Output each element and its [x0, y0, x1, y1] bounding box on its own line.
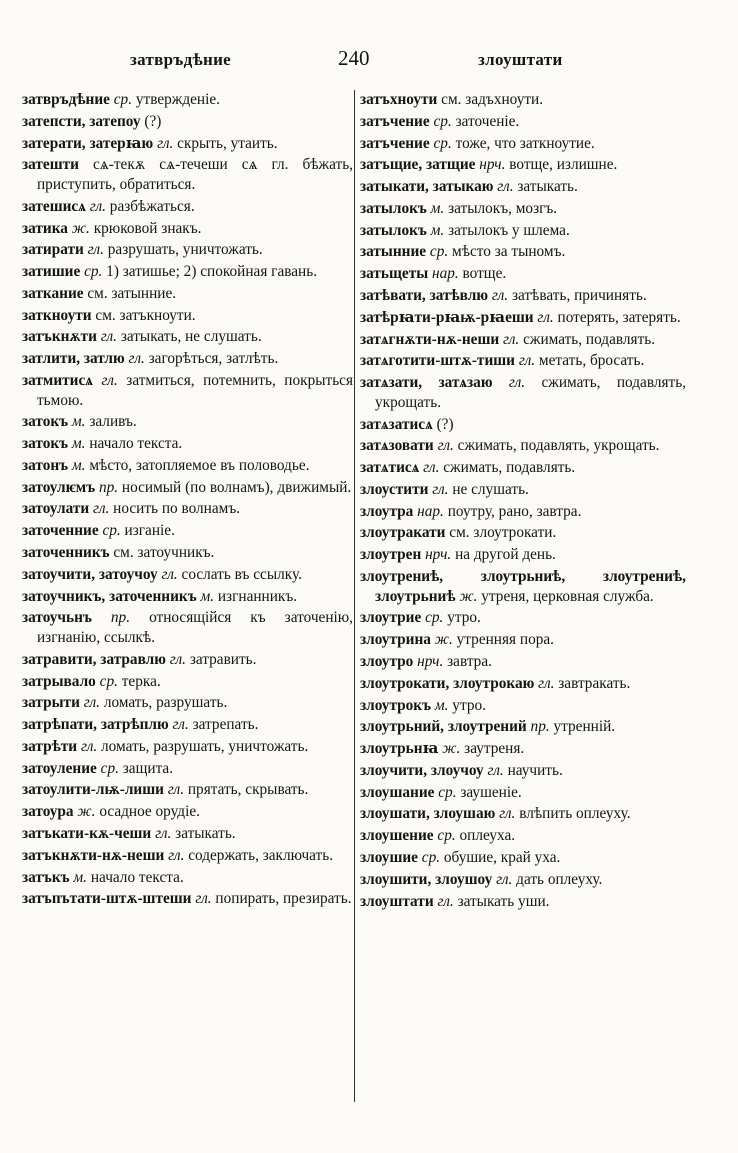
- entry-headword: затъпътати-штѫ-штеши: [22, 890, 192, 908]
- dictionary-entry: [360, 264, 686, 284]
- entry-grammar-label: гл.: [538, 674, 555, 692]
- dictionary-entry: [360, 330, 686, 350]
- entry-definition: метать, бросать.: [538, 352, 645, 370]
- entry-definition: вотще.: [462, 265, 507, 283]
- dictionary-entry: [360, 90, 686, 110]
- dictionary-entry: [22, 349, 353, 369]
- entry-definition: заутреня.: [464, 740, 525, 758]
- entry-definition: затѣвать, причинять.: [511, 287, 647, 305]
- entry-definition: заточеніе.: [455, 112, 520, 130]
- dictionary-entry: [360, 458, 686, 478]
- entry-grammar-label: пр.: [98, 478, 119, 496]
- entry-definition: крюковой знакъ.: [93, 219, 202, 237]
- entry-definition: сжимать, подавлять.: [523, 330, 656, 348]
- dictionary-entry: [360, 436, 686, 456]
- entry-definition: не слушать.: [452, 480, 529, 498]
- entry-definition: завтра.: [447, 652, 492, 670]
- entry-grammar-label: ср.: [437, 827, 456, 845]
- entry-headword: затоучьнъ: [22, 609, 92, 627]
- entry-grammar-label: ср.: [100, 759, 119, 777]
- entry-definition: относящійся къ заточенію, изгнанію, ссылкѣ.: [37, 609, 354, 646]
- entry-grammar-label: гл.: [423, 459, 440, 477]
- entry-definition: утренній.: [553, 718, 616, 736]
- page-number: 240: [338, 46, 370, 70]
- entry-headword: затоура: [22, 803, 74, 821]
- dictionary-entry: [22, 587, 353, 607]
- dictionary-entry: [360, 848, 686, 868]
- dictionary-entry: [22, 543, 353, 563]
- dictionary-entry: [22, 306, 353, 326]
- entry-grammar-label: м.: [430, 199, 445, 217]
- dictionary-entry: [22, 715, 353, 735]
- entry-grammar-label: нар.: [417, 502, 444, 520]
- entry-headword: злоутрен: [360, 546, 422, 564]
- entry-headword: злоутро: [360, 652, 414, 670]
- entry-headword: злоутрьний, злоутрений: [360, 718, 527, 736]
- column-divider: [354, 90, 355, 1102]
- entry-headword: затъхноути: [360, 91, 438, 108]
- dictionary-entry: [360, 567, 686, 606]
- entry-headword: затъкнѫти: [22, 328, 97, 346]
- dictionary-entry: [22, 240, 353, 260]
- entry-grammar-label: м.: [71, 413, 86, 431]
- entry-headword: затѣрꙗти-рꙗѭ-рꙗеши: [360, 308, 534, 326]
- entry-headword: затоулати: [22, 500, 90, 518]
- entry-headword: затѧзовати: [360, 437, 434, 455]
- entry-definition: ломать, разрушать, уничтожать.: [101, 737, 309, 755]
- entry-definition: загорѣться, затлѣть.: [148, 350, 279, 368]
- entry-headword: злоушение: [360, 827, 434, 845]
- header-left-word: затвръдѣние: [130, 50, 232, 69]
- entry-grammar-label: гл.: [503, 330, 520, 348]
- entry-headword: злоутрениѣ, злоутрьниѣ, злоутрениѣ, злоутрьниѣ: [360, 568, 686, 605]
- entry-definition: утреня, церковная служба.: [481, 587, 654, 605]
- dictionary-entry: [22, 759, 353, 779]
- entry-headword: затоучникъ, заточенникъ: [22, 587, 197, 605]
- dictionary-entry: [360, 199, 686, 219]
- entry-definition: утро.: [447, 609, 481, 627]
- entry-definition: мѣсто за тыномъ.: [452, 243, 566, 261]
- page-header: [22, 46, 700, 74]
- entry-grammar-label: м.: [434, 696, 449, 714]
- entry-definition: см. затынние.: [87, 284, 177, 302]
- entry-grammar-label: гл.: [437, 892, 454, 910]
- dictionary-entry: [22, 434, 353, 454]
- entry-headword: злоутрие: [360, 609, 422, 627]
- entry-grammar-label: гл.: [432, 480, 449, 498]
- entry-grammar-label: гл.: [89, 197, 106, 215]
- dictionary-entry: [360, 177, 686, 197]
- entry-headword: затрывало: [22, 672, 96, 690]
- entry-definition: мѣсто, затопляемое въ половодье.: [89, 456, 310, 474]
- entry-definition: заушеніе.: [460, 783, 522, 801]
- entry-grammar-label: гл.: [437, 437, 454, 455]
- dictionary-entry: [360, 373, 686, 412]
- dictionary-entry: [22, 134, 353, 154]
- entry-definition: ломать, разрушать.: [103, 694, 228, 712]
- entry-headword: затынние: [360, 243, 427, 261]
- dictionary-entry: [22, 197, 353, 217]
- entry-headword: злоутрьнꙗ: [360, 740, 439, 758]
- entry-headword: затрыти: [22, 694, 80, 712]
- entry-headword: затравити, затравлю: [22, 650, 166, 668]
- entry-headword: затонъ: [22, 456, 69, 474]
- entry-definition: сжимать, подавлять, укрощать.: [457, 437, 660, 455]
- entry-grammar-label: ср.: [425, 609, 444, 627]
- dictionary-entry: [22, 284, 353, 304]
- entry-grammar-label: пр.: [530, 718, 550, 736]
- entry-definition: дать оплеуху.: [516, 870, 603, 888]
- entry-definition: изгнанникъ.: [217, 587, 298, 605]
- dictionary-entry: [360, 739, 686, 759]
- entry-grammar-label: м.: [73, 868, 87, 886]
- entry-headword: затъкати-кѫ-чеши: [22, 825, 152, 842]
- dictionary-entry: [360, 696, 686, 716]
- entry-headword: затѧгнѫти-нѫ-неши: [360, 330, 500, 348]
- entry-definition: затыкать, не слушать.: [120, 328, 262, 346]
- entry-definition: защита.: [122, 759, 174, 777]
- entry-definition: обушие, край уха.: [443, 848, 561, 866]
- dictionary-entry: [360, 652, 686, 672]
- entry-definition: затылокъ у шлема.: [448, 221, 570, 239]
- dictionary-entry: [22, 846, 353, 866]
- dictionary-entry: [360, 415, 686, 435]
- entry-definition: на другой день.: [455, 546, 556, 564]
- entry-headword: затоулѥмъ: [22, 478, 96, 496]
- entry-headword: злоушати, злоушаю: [360, 805, 496, 823]
- entry-grammar-label: ср.: [433, 134, 452, 152]
- entry-definition: затылокъ, мозгъ.: [448, 199, 558, 217]
- entry-headword: злоутрокати, злоутрокаю: [360, 674, 535, 692]
- entry-headword: затокъ: [22, 413, 69, 431]
- entry-headword: затрѣти: [22, 737, 78, 755]
- dictionary-entry: [22, 565, 353, 585]
- entry-grammar-label: гл.: [508, 374, 526, 392]
- dictionary-entry: [360, 630, 686, 650]
- entry-grammar-label: ж.: [459, 587, 478, 605]
- entry-definition: см. затъкноути.: [95, 306, 196, 324]
- dictionary-entry: [360, 351, 686, 371]
- entry-headword: затылокъ: [360, 221, 427, 239]
- entry-grammar-label: гл.: [83, 694, 100, 712]
- entry-headword: злоутрина: [360, 631, 431, 649]
- entry-grammar-label: гл.: [497, 178, 514, 196]
- dictionary-entry: [22, 112, 353, 132]
- entry-headword: затика: [22, 219, 68, 237]
- entry-grammar-label: гл.: [496, 870, 513, 888]
- dictionary-entry: [360, 804, 686, 824]
- entry-headword: злоушание: [360, 783, 435, 801]
- entry-headword: затьщеты: [360, 265, 429, 283]
- entry-headword: злоутрокъ: [360, 696, 432, 714]
- dictionary-entry: [22, 608, 353, 647]
- entry-grammar-label: гл.: [93, 500, 110, 518]
- entry-headword: затвръдѣние: [22, 91, 110, 108]
- entry-grammar-label: м.: [430, 221, 445, 239]
- dictionary-entry: [360, 112, 686, 132]
- entry-headword: затъчение: [360, 134, 430, 152]
- entry-grammar-label: ср.: [433, 112, 452, 130]
- header-right-word: злоуштати: [478, 50, 563, 69]
- entry-grammar-label: гл.: [168, 846, 185, 864]
- dictionary-entry: [360, 242, 686, 262]
- entry-grammar-label: нрч.: [425, 546, 452, 564]
- entry-headword: затоулити-лѭ-лиши: [22, 781, 164, 799]
- entry-headword: затлити, затлю: [22, 350, 125, 368]
- entry-definition: (?): [144, 112, 162, 130]
- entry-grammar-label: гл.: [128, 350, 145, 368]
- entry-grammar-label: гл.: [518, 352, 536, 370]
- entry-headword: затокъ: [22, 435, 69, 453]
- entry-headword: затирати: [22, 241, 84, 259]
- entry-headword: затканиe: [22, 284, 84, 302]
- entry-headword: затъчение: [360, 112, 430, 130]
- dictionary-entry: [360, 134, 686, 154]
- entry-grammar-label: нрч.: [479, 156, 506, 174]
- entry-definition: тоже, что заткноутие.: [455, 134, 595, 152]
- entry-grammar-label: ж.: [434, 631, 453, 649]
- entry-definition: прятать, скрывать.: [187, 781, 309, 799]
- entry-grammar-label: гл.: [537, 308, 554, 326]
- entry-grammar-label: гл.: [155, 825, 172, 842]
- entry-definition: заливъ.: [89, 413, 137, 431]
- entry-definition: носимый (по волнамъ), движимый.: [121, 478, 352, 496]
- dictionary-entry: [22, 499, 353, 519]
- dictionary-entry: [22, 868, 353, 888]
- right-column: [360, 90, 686, 913]
- entry-definition: разрушать, уничтожать.: [107, 241, 263, 259]
- entry-headword: затрѣпати, затрѣплю: [22, 716, 169, 734]
- entry-grammar-label: ср.: [102, 522, 121, 540]
- entry-definition: см. злоутрокати.: [449, 524, 557, 542]
- entry-definition: (?): [436, 415, 454, 433]
- entry-definition: сослать въ ссылку.: [181, 565, 302, 583]
- entry-grammar-label: гл.: [167, 781, 185, 799]
- entry-headword: злоуштати: [360, 892, 434, 910]
- entry-headword: затѧзати, затѧзаю: [360, 374, 493, 392]
- entry-grammar-label: ср.: [113, 91, 133, 108]
- entry-definition: поутру, рано, завтра.: [447, 502, 582, 520]
- entry-definition: скрыть, утаить.: [177, 134, 278, 152]
- entry-definition: научить.: [507, 761, 563, 779]
- entry-headword: заткноути: [22, 306, 92, 324]
- entry-headword: заточенникъ: [22, 544, 110, 562]
- entry-headword: злоушие: [360, 848, 418, 866]
- dictionary-entry: [22, 672, 353, 692]
- entry-headword: злоучити, злоучоу: [360, 761, 484, 779]
- dictionary-entry: [360, 308, 686, 328]
- entry-grammar-label: гл.: [491, 287, 509, 305]
- entry-grammar-label: гл.: [169, 650, 186, 668]
- entry-headword: затыкати, затыкаю: [360, 178, 494, 196]
- dictionary-entry: [360, 892, 686, 912]
- dictionary-entry: [22, 650, 353, 670]
- entry-definition: сѧ-текѫ сѧ-течеши сѧ гл. бѣжать, приступить, обратиться.: [37, 156, 353, 193]
- entry-grammar-label: м.: [200, 587, 215, 605]
- dictionary-entry: [22, 737, 353, 757]
- entry-grammar-label: ср.: [438, 783, 457, 801]
- entry-headword: затѧзатисѧ: [360, 415, 433, 433]
- entry-headword: затешисѧ: [22, 197, 86, 215]
- dictionary-entry: [22, 412, 353, 432]
- dictionary-entry: [360, 674, 686, 694]
- entry-headword: злоустити: [360, 480, 429, 498]
- entry-headword: злоутра: [360, 502, 414, 520]
- entry-headword: злоушити, злоушоу: [360, 870, 493, 888]
- dictionary-entry: [360, 545, 686, 565]
- dictionary-entry: [22, 371, 353, 410]
- entry-definition: затрепать.: [192, 716, 259, 734]
- entry-headword: затишие: [22, 263, 81, 281]
- entry-grammar-label: пр.: [110, 609, 131, 627]
- dictionary-entry: [360, 523, 686, 543]
- entry-headword: затъкъ: [22, 868, 70, 886]
- entry-definition: влѣпить оплеуху.: [519, 805, 631, 823]
- entry-definition: см. затоучникъ.: [113, 544, 215, 562]
- dictionary-entry: [22, 889, 353, 909]
- entry-definition: затыкать.: [517, 178, 578, 196]
- entry-headword: затмитисѧ: [22, 371, 93, 389]
- entry-headword: затъщие, затщие: [360, 156, 476, 174]
- entry-headword: затешти: [22, 156, 79, 174]
- entry-headword: затылокъ: [360, 199, 427, 217]
- entry-definition: затравить.: [189, 650, 257, 668]
- entry-definition: оплеуха.: [459, 827, 516, 845]
- dictionary-entry: [22, 155, 353, 194]
- dictionary-entry: [22, 219, 353, 239]
- entry-grammar-label: м.: [71, 456, 86, 474]
- dictionary-entry: [22, 824, 353, 844]
- entry-grammar-label: ср.: [99, 672, 118, 690]
- entry-grammar-label: гл.: [101, 371, 118, 389]
- dictionary-entry: [22, 90, 353, 110]
- entry-grammar-label: ср.: [84, 263, 103, 281]
- entry-headword: затоучити, затоучоу: [22, 565, 158, 583]
- dictionary-entry: [360, 608, 686, 628]
- left-column: [22, 90, 353, 911]
- dictionary-entry: [22, 262, 353, 282]
- entry-definition: содержать, заключать.: [188, 846, 334, 864]
- dictionary-entry: [360, 155, 686, 175]
- entry-definition: терка.: [121, 672, 161, 690]
- entry-grammar-label: гл.: [87, 241, 104, 259]
- entry-headword: затѧтисѧ: [360, 459, 420, 477]
- entry-headword: затерати, затерꙗю: [22, 134, 154, 152]
- entry-grammar-label: нар.: [432, 265, 459, 283]
- entry-headword: затоуление: [22, 759, 97, 777]
- entry-definition: 1) затишье; 2) спокойная гавань.: [106, 263, 318, 281]
- entry-definition: утро.: [452, 696, 486, 714]
- entry-definition: изганіе.: [124, 522, 175, 540]
- entry-grammar-label: ж.: [442, 740, 461, 758]
- entry-definition: разбѣжаться.: [109, 197, 195, 215]
- entry-grammar-label: нрч.: [417, 652, 444, 670]
- dictionary-entry: [360, 870, 686, 890]
- dictionary-entry: [22, 780, 353, 800]
- entry-grammar-label: ж.: [77, 803, 96, 821]
- entry-grammar-label: ср.: [429, 243, 449, 261]
- dictionary-entry: [360, 761, 686, 781]
- entry-definition: носить по волнамъ.: [113, 500, 241, 518]
- dictionary-entry: [360, 221, 686, 241]
- entry-definition: см. задъхноути.: [441, 91, 544, 108]
- entry-grammar-label: гл.: [161, 565, 178, 583]
- dictionary-entry: [360, 717, 686, 737]
- entry-grammar-label: гл.: [195, 890, 212, 908]
- entry-grammar-label: м.: [71, 435, 86, 453]
- entry-definition: попирать, презирать.: [215, 890, 352, 908]
- dictionary-entry: [360, 286, 686, 306]
- entry-definition: затыкать уши.: [457, 892, 550, 910]
- entry-grammar-label: гл.: [100, 328, 117, 346]
- entry-definition: утренняя пора.: [456, 631, 554, 649]
- entry-grammar-label: ср.: [421, 848, 441, 866]
- entry-headword: затъкнѫти-нѫ-неши: [22, 846, 165, 864]
- entry-grammar-label: ж.: [71, 219, 90, 237]
- dictionary-entry: [360, 783, 686, 803]
- entry-headword: злоутракати: [360, 524, 446, 542]
- dictionary-entry: [22, 693, 353, 713]
- entry-definition: осадное орудіе.: [99, 803, 200, 821]
- entry-grammar-label: гл.: [499, 805, 516, 823]
- entry-headword: затепсти, затепоу: [22, 112, 141, 130]
- entry-grammar-label: гл.: [487, 761, 504, 779]
- dictionary-entry: [22, 456, 353, 476]
- entry-grammar-label: гл.: [172, 716, 189, 734]
- entry-definition: потерять, затерять.: [557, 308, 681, 326]
- entry-definition: сжимать, подавлять.: [443, 459, 576, 477]
- entry-headword: затѣвати, затѣвлю: [360, 287, 489, 305]
- entry-definition: затыкать.: [175, 825, 236, 842]
- dictionary-entry: [22, 327, 353, 347]
- dictionary-entry: [360, 502, 686, 522]
- entry-definition: начало текста.: [89, 435, 183, 453]
- entry-grammar-label: гл.: [157, 134, 174, 152]
- entry-definition: сжимать, подавлять, укрощать.: [375, 374, 686, 411]
- dictionary-entry: [360, 826, 686, 846]
- entry-definition: начало текста.: [90, 868, 184, 886]
- dictionary-entry: [22, 521, 353, 541]
- entry-definition: затмиться, потемнить, покрыться тьмою.: [37, 371, 353, 409]
- dictionary-entry: [360, 480, 686, 500]
- entry-definition: завтракать.: [558, 674, 631, 692]
- dictionary-entry: [22, 802, 353, 822]
- entry-headword: затѧготити-штѫ-тиши: [360, 352, 515, 370]
- entry-definition: утвержденіе.: [135, 91, 220, 108]
- entry-definition: вотще, излишне.: [509, 156, 618, 174]
- entry-headword: заточенние: [22, 522, 99, 540]
- entry-grammar-label: гл.: [80, 737, 98, 755]
- dictionary-entry: [22, 478, 353, 498]
